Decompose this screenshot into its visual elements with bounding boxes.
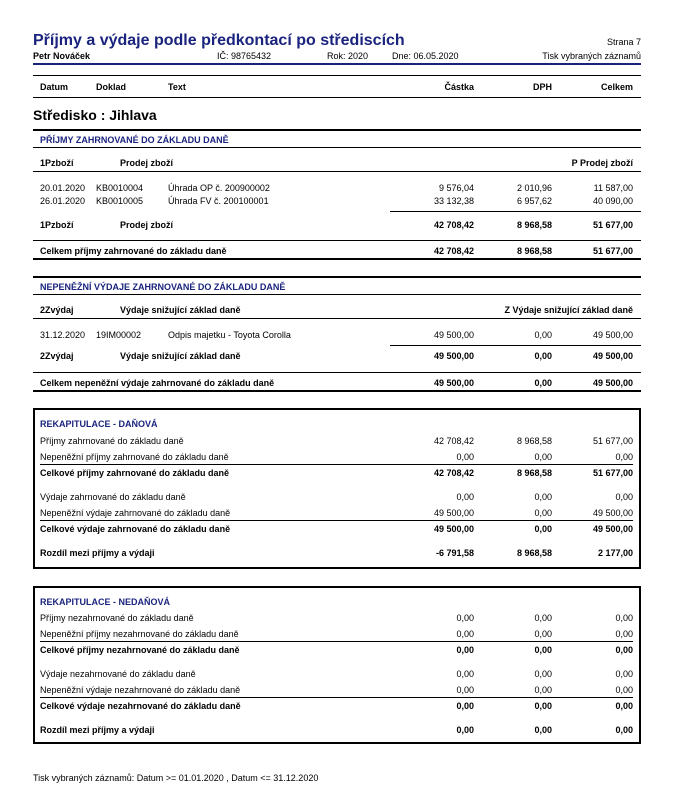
- subtotal-castka: 49 500,00: [433, 351, 474, 361]
- print-mode: Tisk vybraných záznamů: [542, 51, 641, 61]
- user-name: Petr Nováček: [33, 51, 91, 61]
- rek-castka: -6 791,58: [435, 548, 474, 558]
- subtotal-name: Výdaje snižující základ daně: [120, 351, 241, 361]
- row-date: 20.01.2020: [40, 183, 86, 193]
- rek-dph: 0,00: [534, 613, 552, 623]
- rek-label: Celkové výdaje nezahrnované do základu daně: [40, 701, 241, 711]
- report-date: Dne: 06.05.2020: [392, 51, 459, 61]
- row-doc: 19IM00002: [96, 330, 142, 340]
- rek-castka: 0,00: [456, 452, 474, 462]
- prijmy-group-right: P Prodej zboží: [571, 158, 633, 168]
- rek-label: Celkové příjmy nezahrnované do základu daně: [40, 645, 240, 655]
- row-text: Odpis majetku - Toyota Corolla: [168, 330, 291, 340]
- subtotal-code: 2Zvýdaj: [40, 351, 74, 361]
- subtotal-castka: 42 708,42: [433, 220, 474, 230]
- rek-label: Rozdíl mezi příjmy a výdaji: [40, 725, 155, 735]
- row-date: 31.12.2020: [40, 330, 86, 340]
- row-castka: 49 500,00: [433, 330, 474, 340]
- rek-castka: 0,00: [456, 701, 474, 711]
- rek-dph: 0,00: [534, 645, 552, 655]
- rek-celkem: 0,00: [615, 669, 633, 679]
- total-dph: 8 968,58: [516, 246, 552, 256]
- rek-celkem: 0,00: [615, 725, 633, 735]
- subtotal-dph: 0,00: [534, 351, 552, 361]
- rek-danova-box: [33, 408, 641, 569]
- total-castka: 42 708,42: [433, 246, 474, 256]
- rek-label: Nepeněžní příjmy nezahrnované do základu daně: [40, 629, 239, 639]
- rek-label: Nepeněžní příjmy zahrnované do základu daně: [40, 452, 229, 462]
- prijmy-bottom-rule: [33, 258, 641, 260]
- rek-label: Rozdíl mezi příjmy a výdaji: [40, 548, 155, 558]
- prijmy-group-name: Prodej zboží: [120, 158, 174, 168]
- rek-celkem: 0,00: [615, 685, 633, 695]
- rek-label: Příjmy zahrnované do základu daně: [40, 436, 184, 446]
- rek-dph: 0,00: [534, 701, 552, 711]
- rek-danova-rule-2: [40, 520, 633, 521]
- subtotal-celkem: 49 500,00: [592, 351, 633, 361]
- rek-celkem: 51 677,00: [592, 468, 633, 478]
- rek-dph: 0,00: [534, 685, 552, 695]
- col-castka: Částka: [444, 82, 474, 92]
- company-ic: IČ: 98765432: [217, 51, 272, 61]
- rek-dph: 0,00: [534, 725, 552, 735]
- row-text: Úhrada FV č. 200100001: [168, 196, 269, 206]
- rek-castka: 0,00: [456, 685, 474, 695]
- prijmy-title: PŘÍJMY ZAHRNOVANÉ DO ZÁKLADU DANĚ: [40, 135, 229, 145]
- prijmy-group-code: 1Pzboží: [40, 158, 74, 168]
- prijmy-top-rule: [33, 129, 641, 131]
- total-label: Celkem příjmy zahrnované do základu daně: [40, 246, 227, 256]
- rek-castka: 0,00: [456, 629, 474, 639]
- rek-dph: 0,00: [534, 492, 552, 502]
- vydaje-group-rule: [33, 318, 641, 319]
- rek-castka: 42 708,42: [433, 468, 474, 478]
- vydaje-group-right: Z Výdaje snižující základ daně: [504, 305, 633, 315]
- rek-label: Nepeněžní výdaje nezahrnované do základu daně: [40, 685, 241, 695]
- vydaje-title: NEPENĚŽNÍ VÝDAJE ZAHRNOVANÉ DO ZÁKLADU DANĚ: [40, 282, 286, 292]
- rek-castka: 0,00: [456, 492, 474, 502]
- col-datum: Datum: [40, 82, 69, 92]
- subtotal-code: 1Pzboží: [40, 220, 74, 230]
- rek-celkem: 2 177,00: [597, 548, 633, 558]
- subtotal-name: Prodej zboží: [120, 220, 174, 230]
- col-doklad: Doklad: [96, 82, 127, 92]
- rek-danova-title: REKAPITULACE - DAŇOVÁ: [40, 419, 158, 429]
- rek-dph: 0,00: [534, 524, 552, 534]
- rek-castka: 49 500,00: [433, 524, 474, 534]
- rek-celkem: 0,00: [615, 613, 633, 623]
- header-rule: [33, 63, 641, 65]
- row-doc: KB0010005: [96, 196, 144, 206]
- rek-castka: 0,00: [456, 613, 474, 623]
- rek-dph: 0,00: [534, 629, 552, 639]
- vydaje-title-rule: [33, 294, 641, 295]
- total-celkem: 49 500,00: [592, 378, 633, 388]
- vydaje-bottom-rule: [33, 390, 641, 392]
- rek-dph: 0,00: [534, 669, 552, 679]
- vydaje-group-code: 2Zvýdaj: [40, 305, 74, 315]
- total-label: Celkem nepeněžní výdaje zahrnované do základu daně: [40, 378, 275, 388]
- rek-dph: 8 968,58: [516, 548, 552, 558]
- rek-label: Celkové výdaje zahrnované do základu daně: [40, 524, 231, 534]
- row-celkem: 49 500,00: [592, 330, 633, 340]
- rek-label: Výdaje zahrnované do základu daně: [40, 492, 186, 502]
- rek-nedanova-rule-2: [40, 697, 633, 698]
- col-celkem: Celkem: [600, 82, 633, 92]
- rek-dph: 8 968,58: [516, 436, 552, 446]
- vydaje-sub-rule: [390, 345, 641, 346]
- rek-label: Příjmy nezahrnované do základu daně: [40, 613, 194, 623]
- row-dph: 0,00: [534, 330, 552, 340]
- rek-label: Výdaje nezahrnované do základu daně: [40, 669, 196, 679]
- rek-celkem: 0,00: [615, 629, 633, 639]
- rek-dph: 0,00: [534, 452, 552, 462]
- row-text: Úhrada OP č. 200900002: [168, 183, 270, 193]
- row-celkem: 11 587,00: [593, 183, 633, 193]
- row-castka: 33 132,38: [433, 196, 474, 206]
- rek-celkem: 49 500,00: [592, 524, 633, 534]
- stredisko-title: Středisko : Jihlava: [33, 107, 157, 123]
- rek-danova-rule-1: [40, 464, 633, 465]
- row-castka: 9 576,04: [438, 183, 474, 193]
- rek-label: Celkové příjmy zahrnované do základu daně: [40, 468, 230, 478]
- report-year: Rok: 2020: [327, 51, 369, 61]
- rek-castka: 0,00: [456, 669, 474, 679]
- rek-label: Nepeněžní výdaje zahrnované do základu daně: [40, 508, 231, 518]
- subtotal-celkem: 51 677,00: [592, 220, 633, 230]
- row-dph: 6 957,62: [516, 196, 552, 206]
- col-dph: DPH: [532, 82, 552, 92]
- col-text: Text: [168, 82, 186, 92]
- total-dph: 0,00: [534, 378, 552, 388]
- page-number: Strana 7: [606, 37, 641, 47]
- rek-nedanova-box: [33, 586, 641, 744]
- rek-celkem: 51 677,00: [592, 436, 633, 446]
- row-dph: 2 010,96: [516, 183, 552, 193]
- rek-castka: 0,00: [456, 725, 474, 735]
- rek-celkem: 0,00: [615, 492, 633, 502]
- vydaje-group-name: Výdaje snižující základ daně: [120, 305, 241, 315]
- vydaje-top-rule: [33, 276, 641, 278]
- rek-castka: 0,00: [456, 645, 474, 655]
- vydaje-total-rule: [33, 372, 641, 373]
- row-date: 26.01.2020: [40, 196, 86, 206]
- subtotal-dph: 8 968,58: [516, 220, 552, 230]
- rek-celkem: 0,00: [615, 645, 633, 655]
- rek-castka: 42 708,42: [433, 436, 474, 446]
- rek-dph: 8 968,58: [516, 468, 552, 478]
- rek-nedanova-title: REKAPITULACE - NEDAŇOVÁ: [40, 597, 171, 607]
- rek-celkem: 49 500,00: [592, 508, 633, 518]
- total-castka: 49 500,00: [433, 378, 474, 388]
- rek-celkem: 0,00: [615, 701, 633, 711]
- row-doc: KB0010004: [96, 183, 144, 193]
- rek-celkem: 0,00: [615, 452, 633, 462]
- row-celkem: 40 090,00: [592, 196, 633, 206]
- report-title: Příjmy a výdaje podle předkontací po střediscích: [33, 32, 405, 49]
- total-celkem: 51 677,00: [592, 246, 633, 256]
- prijmy-total-rule: [33, 240, 641, 241]
- rek-dph: 0,00: [534, 508, 552, 518]
- rek-nedanova-rule-1: [40, 641, 633, 642]
- footer-filter: Tisk vybraných záznamů: Datum >= 01.01.2020 , Datum <= 31.12.2020: [33, 773, 319, 783]
- columns-bottom-rule: [33, 97, 641, 98]
- prijmy-group-rule: [33, 171, 641, 172]
- rek-castka: 49 500,00: [433, 508, 474, 518]
- prijmy-title-rule: [33, 147, 641, 148]
- columns-top-rule: [33, 75, 641, 76]
- prijmy-sub-rule: [390, 211, 641, 212]
